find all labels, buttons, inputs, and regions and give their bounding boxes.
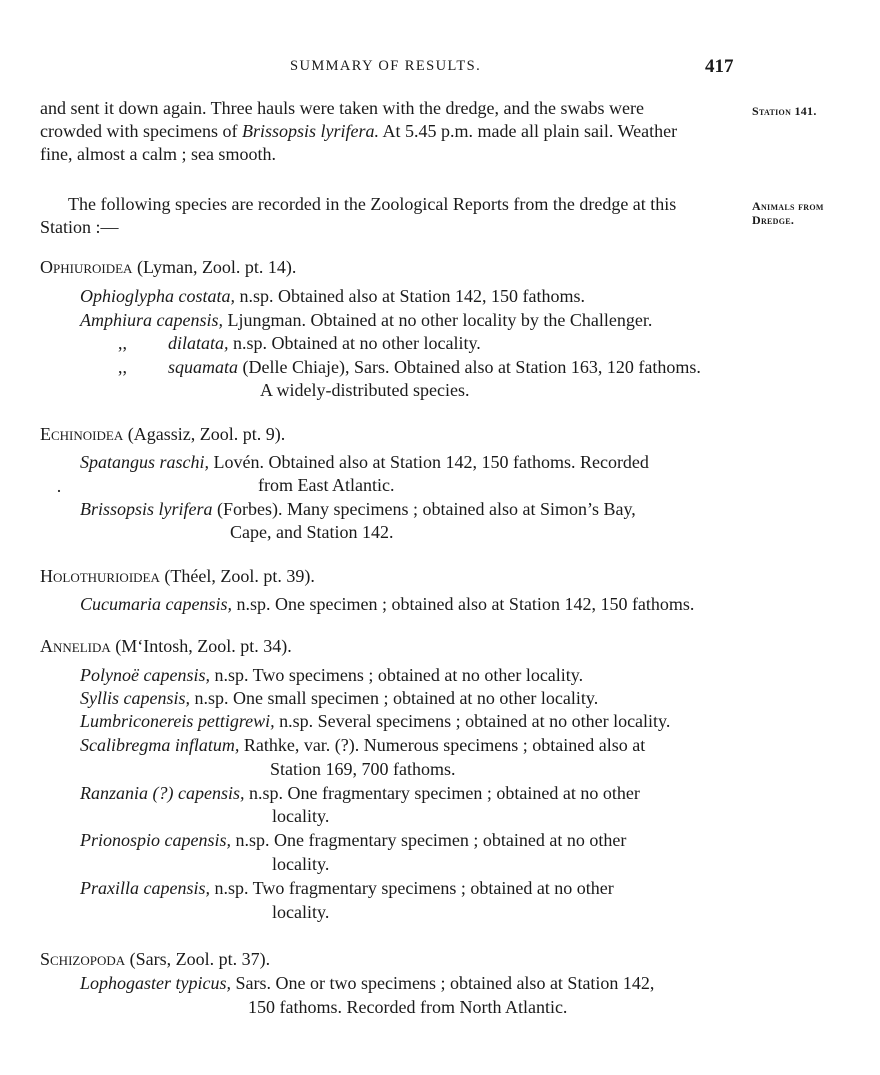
species-entry: Amphiura capensis, Ljungman. Obtained at no other locality by the Challenger. (80, 310, 653, 330)
ditto-mark: ,, (118, 357, 127, 377)
species-entry: Cucumaria capensis, n.sp. One specimen ; obtained also at Station 142, 150 fathoms. (80, 594, 695, 614)
species-entry: Prionospio capensis, n.sp. One fragmentary specimen ; obtained at no other (80, 830, 627, 850)
section-heading-schizopoda: Schizopoda (Sars, Zool. pt. 37). (40, 949, 271, 969)
species-entry: Scalibregma inflatum, Rathke, var. (?). Numerous specimens ; obtained also at (80, 735, 646, 755)
species-continuation: A widely-distributed species. (260, 380, 470, 400)
intro-line-5: Station :— (40, 217, 119, 237)
species-entry: dilatata, n.sp. Obtained at no other locality. (168, 333, 481, 353)
species-continuation: locality. (272, 806, 330, 826)
ditto-mark: ,, (118, 333, 127, 353)
species-entry: Praxilla capensis, n.sp. Two fragmentary specimens ; obtained at no other (80, 878, 614, 898)
intro-line-3: fine, almost a calm ; sea smooth. (40, 144, 276, 164)
species-continuation: 150 fathoms. Recorded from North Atlantic. (248, 997, 568, 1017)
species-continuation: Station 169, 700 fathoms. (270, 759, 456, 779)
species-entry: Brissopsis lyrifera (Forbes). Many specimens ; obtained also at Simon’s Bay, (80, 499, 636, 519)
intro-line-4: The following species are recorded in the Zoological Reports from the dredge at this (68, 194, 677, 214)
stray-dot: · (56, 481, 62, 501)
section-heading-ophiuroidea: Ophiuroidea (Lyman, Zool. pt. 14). (40, 257, 297, 277)
margin-note-dredge: Dredge. (752, 213, 795, 227)
section-heading-echinoidea: Echinoidea (Agassiz, Zool. pt. 9). (40, 424, 286, 444)
running-header: SUMMARY OF RESULTS. (290, 58, 482, 74)
species-entry: Ranzania (?) capensis, n.sp. One fragmentary specimen ; obtained at no other (80, 783, 640, 803)
section-heading-holothurioidea: Holothurioidea (Théel, Zool. pt. 39). (40, 566, 315, 586)
page-number: 417 (705, 56, 734, 77)
margin-note-station: Station 141. (752, 104, 817, 118)
section-heading-annelida: Annelida (M‘Intosh, Zool. pt. 34). (40, 636, 292, 656)
species-entry: Syllis capensis, n.sp. One small specimen ; obtained at no other locality. (80, 688, 599, 708)
species-entry: Polynoë capensis, n.sp. Two specimens ; obtained at no other locality. (80, 665, 584, 685)
species-entry: Ophioglypha costata, n.sp. Obtained also at Station 142, 150 fathoms. (80, 286, 585, 306)
intro-line-1: and sent it down again. Three hauls were taken with the dredge, and the swabs were (40, 98, 644, 118)
species-entry: squamata (Delle Chiaje), Sars. Obtained also at Station 163, 120 fathoms. (168, 357, 701, 377)
species-entry: Lumbriconereis pettigrewi, n.sp. Several specimens ; obtained at no other locality. (80, 711, 671, 731)
species-continuation: locality. (272, 902, 330, 922)
species-continuation: locality. (272, 854, 330, 874)
species-continuation: Cape, and Station 142. (230, 522, 394, 542)
species-continuation: from East Atlantic. (258, 475, 395, 495)
margin-note-animals: Animals from (752, 199, 824, 213)
species-entry: Lophogaster typicus, Sars. One or two specimens ; obtained also at Station 142, (80, 973, 655, 993)
species-entry: Spatangus raschi, Lovén. Obtained also at Station 142, 150 fathoms. Recorded (80, 452, 649, 472)
intro-line-2: crowded with specimens of Brissopsis lyrifera. At 5.45 p.m. made all plain sail. Weather (40, 121, 678, 141)
